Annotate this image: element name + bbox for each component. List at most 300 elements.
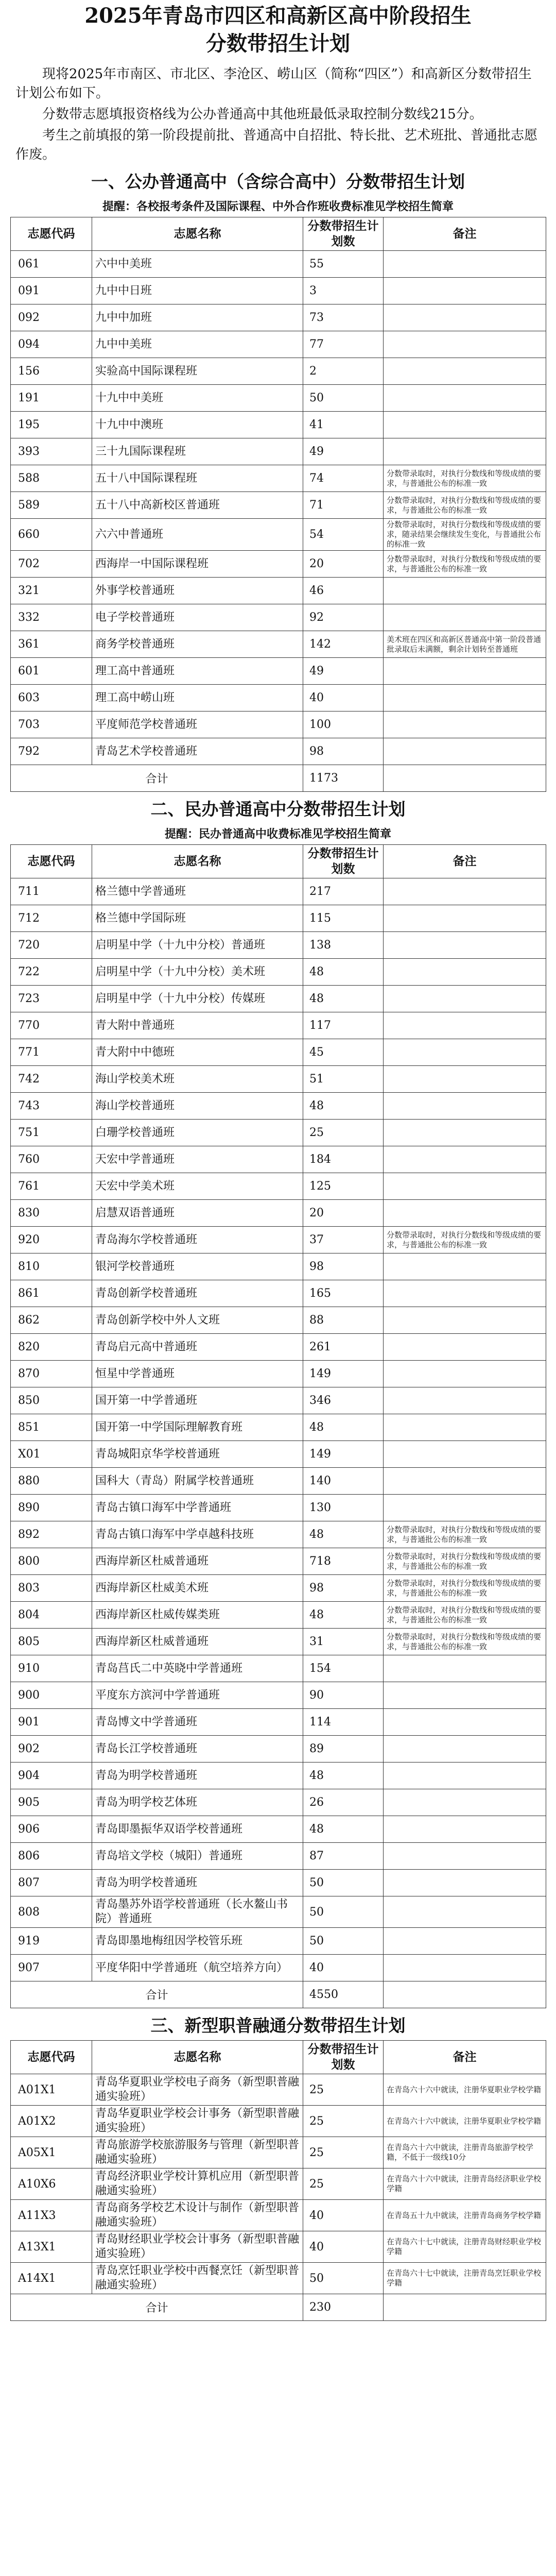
row-note	[384, 986, 546, 1012]
row-plan: 20	[303, 1200, 384, 1227]
table-row	[11, 1039, 546, 1066]
row-name: 国科大（青岛）附属学校普通班	[92, 1468, 303, 1495]
row-name: 格兰德中学普通班	[92, 878, 303, 905]
header-code: 志愿代码	[11, 217, 92, 251]
header-name: 志愿名称	[92, 845, 303, 878]
row-note: 在青岛五十九中就读，注册青岛商务学校学籍	[384, 2200, 546, 2231]
plan-table	[10, 2040, 546, 2321]
plan-table	[10, 844, 546, 2008]
table-row	[11, 1655, 546, 1682]
row-note: 分数带录取时，对执行分数线和等级成绩的要求，与普通批公布的标准一致	[384, 465, 546, 492]
row-name: 青岛商务学校艺术设计与制作（新型职普融通实验班）	[92, 2200, 303, 2231]
total-row	[11, 765, 546, 792]
row-name: 五十八中高新校区普通班	[92, 492, 303, 519]
row-plan: 25	[303, 1120, 384, 1146]
total-label: 合计	[11, 2294, 303, 2321]
table-row	[11, 631, 546, 658]
row-note	[384, 385, 546, 412]
row-plan: 49	[303, 438, 384, 465]
row-note	[384, 1173, 546, 1200]
row-name: 青岛长江学校普通班	[92, 1736, 303, 1762]
row-name: 青岛莒氏二中英晓中学普通班	[92, 1655, 303, 1682]
row-name: 国开第一中学国际理解教育班	[92, 1414, 303, 1441]
row-plan: 154	[303, 1655, 384, 1682]
row-name: 青岛启元高中普通班	[92, 1334, 303, 1361]
total-note	[384, 2294, 546, 2321]
row-note	[384, 438, 546, 465]
plan-table	[10, 217, 546, 792]
table-row	[11, 1521, 546, 1548]
row-plan: 50	[303, 385, 384, 412]
table-row	[11, 1093, 546, 1120]
table-row	[11, 1227, 546, 1253]
row-note	[384, 1334, 546, 1361]
row-code: A05X1	[11, 2137, 92, 2168]
plan-section	[10, 2011, 546, 2321]
row-note	[384, 358, 546, 385]
row-plan: 48	[303, 986, 384, 1012]
header-name: 志愿名称	[92, 2041, 303, 2074]
row-plan: 346	[303, 1387, 384, 1414]
row-name: 九中中美班	[92, 331, 303, 358]
row-name: 恒星中学普通班	[92, 1361, 303, 1387]
table-row	[11, 1012, 546, 1039]
row-code: 723	[11, 986, 92, 1012]
row-plan: 25	[303, 2137, 384, 2168]
section-title: 二、民办普通高中分数带招生计划	[150, 799, 406, 819]
row-name: 启明星中学（十九中分校）普通班	[92, 932, 303, 959]
row-plan: 117	[303, 1012, 384, 1039]
row-name: 青岛即墨地梅纽因学校管乐班	[92, 1928, 303, 1955]
row-name: 九中中日班	[92, 278, 303, 304]
row-plan: 149	[303, 1361, 384, 1387]
row-code: 761	[11, 1173, 92, 1200]
plan-section	[10, 167, 546, 792]
row-note	[384, 1093, 546, 1120]
row-plan: 46	[303, 578, 384, 604]
table-row	[11, 331, 546, 358]
row-code: 920	[11, 1227, 92, 1253]
row-code: 807	[11, 1870, 92, 1896]
row-code: 904	[11, 1762, 92, 1789]
row-note	[384, 604, 546, 631]
table-row	[11, 1762, 546, 1789]
table-row	[11, 1928, 546, 1955]
row-note	[384, 1762, 546, 1789]
row-code: 702	[11, 551, 92, 578]
row-code: 712	[11, 905, 92, 932]
row-name: 西海岸新区杜威美术班	[92, 1575, 303, 1602]
row-note: 分数带录取时，对执行分数线和等级成绩的要求，与普通批公布的标准一致	[384, 1575, 546, 1602]
row-note	[384, 905, 546, 932]
row-code: 588	[11, 465, 92, 492]
row-code: 803	[11, 1575, 92, 1602]
table-row	[11, 465, 546, 492]
title-line-2: 分数带招生计划	[206, 31, 350, 56]
row-code: 743	[11, 1093, 92, 1120]
title-line-1: 2025年青岛市四区和高新区高中阶段招生	[84, 4, 472, 28]
table-row	[11, 1253, 546, 1280]
row-plan: 142	[303, 631, 384, 658]
row-name: 青岛城阳京华学校普通班	[92, 1441, 303, 1468]
row-code: X01	[11, 1441, 92, 1468]
row-name: 海山学校美术班	[92, 1066, 303, 1093]
table-row	[11, 905, 546, 932]
row-note: 分数带录取时，对执行分数线和等级成绩的要求，与普通批公布的标准一致	[384, 1602, 546, 1629]
row-note: 分数带录取时，对执行分数线和等级成绩的要求，与普通批公布的标准一致	[384, 492, 546, 519]
row-note	[384, 1655, 546, 1682]
row-code: A13X1	[11, 2231, 92, 2263]
row-plan: 40	[303, 1955, 384, 1981]
header-code: 志愿代码	[11, 845, 92, 878]
row-name: 理工高中崂山班	[92, 685, 303, 711]
row-note: 分数带录取时，对执行分数线和等级成绩的要求，与普通批公布的标准一致	[384, 551, 546, 578]
row-plan: 48	[303, 959, 384, 986]
row-code: A10X6	[11, 2168, 92, 2200]
row-plan: 87	[303, 1843, 384, 1870]
row-plan: 48	[303, 1602, 384, 1629]
row-code: 861	[11, 1280, 92, 1307]
row-note	[384, 1736, 546, 1762]
row-name: 青岛创新学校中外人文班	[92, 1307, 303, 1334]
table-row	[11, 604, 546, 631]
row-name: 外事学校普通班	[92, 578, 303, 604]
table-row	[11, 1495, 546, 1521]
header-note: 备注	[384, 217, 546, 251]
table-row	[11, 251, 546, 278]
row-note	[384, 1200, 546, 1227]
row-code: 195	[11, 412, 92, 438]
row-code: 919	[11, 1928, 92, 1955]
table-row	[11, 1629, 546, 1655]
row-name: 青大附中中德班	[92, 1039, 303, 1066]
row-code: 906	[11, 1816, 92, 1843]
row-plan: 125	[303, 1173, 384, 1200]
row-note	[384, 1387, 546, 1414]
row-note: 在青岛六十七中就读，注册青岛财经职业学校学籍	[384, 2231, 546, 2263]
row-code: 830	[11, 1200, 92, 1227]
row-plan: 54	[303, 519, 384, 551]
row-note: 美术班在四区和高新区普通高中第一阶段普通批录取后未满额，剩余计划转至普通班	[384, 631, 546, 658]
row-plan: 71	[303, 492, 384, 519]
intro-text	[10, 58, 546, 164]
row-code: 805	[11, 1629, 92, 1655]
row-note	[384, 331, 546, 358]
row-code: 722	[11, 959, 92, 986]
row-name: 启明星中学（十九中分校）传媒班	[92, 986, 303, 1012]
row-code: 332	[11, 604, 92, 631]
row-name: 十九中中美班	[92, 385, 303, 412]
row-note	[384, 304, 546, 331]
row-plan: 25	[303, 2074, 384, 2106]
row-code: 703	[11, 711, 92, 738]
row-note	[384, 1253, 546, 1280]
table-row	[11, 2074, 546, 2106]
table-row	[11, 1307, 546, 1334]
row-code: 890	[11, 1495, 92, 1521]
row-code: 880	[11, 1468, 92, 1495]
section-tip: 提醒：各校报考条件及国际课程、中外合作班收费标准见学校招生简章	[102, 200, 454, 213]
row-plan: 217	[303, 878, 384, 905]
row-name: 青岛华夏职业学校电子商务（新型职普融通实验班）	[92, 2074, 303, 2106]
row-code: 862	[11, 1307, 92, 1334]
row-note: 分数带录取时，对执行分数线和等级成绩的要求，与普通批公布的标准一致	[384, 1548, 546, 1575]
table-header-row	[11, 217, 546, 251]
row-plan: 98	[303, 738, 384, 765]
row-note: 分数带录取时，对执行分数线和等级成绩的要求，与普通批公布的标准一致	[384, 1629, 546, 1655]
row-name: 青岛经济职业学校计算机应用（新型职普融通实验班）	[92, 2168, 303, 2200]
table-row	[11, 986, 546, 1012]
header-plan: 分数带招生计划数	[303, 845, 384, 878]
row-plan: 55	[303, 251, 384, 278]
total-label: 合计	[11, 1981, 303, 2008]
table-row	[11, 2231, 546, 2263]
row-note	[384, 1789, 546, 1816]
row-note	[384, 1843, 546, 1870]
table-row	[11, 1334, 546, 1361]
table-row	[11, 1602, 546, 1629]
table-row	[11, 1441, 546, 1468]
row-name: 理工高中普通班	[92, 658, 303, 685]
row-name: 天宏中学普通班	[92, 1146, 303, 1173]
row-code: 800	[11, 1548, 92, 1575]
row-note: 分数带录取时，对执行分数线和等级成绩的要求，与普通批公布的标准一致	[384, 1227, 546, 1253]
row-code: 711	[11, 878, 92, 905]
table-row	[11, 932, 546, 959]
row-name: 青岛旅游学校旅游服务与管理（新型职普融通实验班）	[92, 2137, 303, 2168]
row-name: 青岛博文中学普通班	[92, 1709, 303, 1736]
table-header-row	[11, 845, 546, 878]
row-name: 启明星中学（十九中分校）美术班	[92, 959, 303, 986]
table-row	[11, 1955, 546, 1981]
row-name: 白珊学校普通班	[92, 1120, 303, 1146]
row-plan: 98	[303, 1253, 384, 1280]
row-code: A11X3	[11, 2200, 92, 2231]
row-code: 820	[11, 1334, 92, 1361]
row-note	[384, 1955, 546, 1981]
table-row	[11, 1736, 546, 1762]
row-plan: 92	[303, 604, 384, 631]
table-row	[11, 1682, 546, 1709]
row-plan: 26	[303, 1789, 384, 1816]
table-row	[11, 304, 546, 331]
table-row	[11, 2106, 546, 2137]
row-name: 格兰德中学国际班	[92, 905, 303, 932]
row-code: 808	[11, 1896, 92, 1928]
table-row	[11, 1120, 546, 1146]
table-row	[11, 2137, 546, 2168]
section-tip: 提醒：民办普通高中收费标准见学校招生简章	[164, 827, 391, 841]
row-plan: 25	[303, 2168, 384, 2200]
header-code: 志愿代码	[11, 2041, 92, 2074]
table-row	[11, 1896, 546, 1928]
row-note	[384, 1816, 546, 1843]
total-label: 合计	[11, 765, 303, 792]
row-code: 810	[11, 1253, 92, 1280]
row-code: 760	[11, 1146, 92, 1173]
row-name: 青岛海尔学校普通班	[92, 1227, 303, 1253]
row-note	[384, 1709, 546, 1736]
row-note	[384, 1441, 546, 1468]
row-code: 601	[11, 658, 92, 685]
row-plan: 48	[303, 1093, 384, 1120]
row-note: 分数带录取时，对执行分数线和等级成绩的要求，与普通批公布的标准一致	[384, 1521, 546, 1548]
row-plan: 50	[303, 1870, 384, 1896]
total-note	[384, 765, 546, 792]
section-title: 三、新型职普融通分数带招生计划	[150, 2015, 406, 2036]
row-plan: 115	[303, 905, 384, 932]
row-plan: 41	[303, 412, 384, 438]
row-plan: 114	[303, 1709, 384, 1736]
row-plan: 48	[303, 1816, 384, 1843]
row-note	[384, 1414, 546, 1441]
row-code: 806	[11, 1843, 92, 1870]
table-row	[11, 1066, 546, 1093]
table-row	[11, 1843, 546, 1870]
row-note	[384, 1682, 546, 1709]
row-note	[384, 1307, 546, 1334]
row-note	[384, 685, 546, 711]
row-plan: 100	[303, 711, 384, 738]
row-note	[384, 878, 546, 905]
row-plan: 184	[303, 1146, 384, 1173]
header-plan: 分数带招生计划数	[303, 217, 384, 251]
row-code: 901	[11, 1709, 92, 1736]
table-row	[11, 1173, 546, 1200]
row-code: 091	[11, 278, 92, 304]
row-code: 792	[11, 738, 92, 765]
row-plan: 51	[303, 1066, 384, 1093]
row-note	[384, 1468, 546, 1495]
row-code: 061	[11, 251, 92, 278]
row-code: A14X1	[11, 2263, 92, 2294]
row-note	[384, 1928, 546, 1955]
row-code: 720	[11, 932, 92, 959]
row-plan: 74	[303, 465, 384, 492]
row-code: 393	[11, 438, 92, 465]
row-plan: 98	[303, 1575, 384, 1602]
row-code: 902	[11, 1736, 92, 1762]
row-name: 青岛培文学校（城阳）普通班	[92, 1843, 303, 1870]
row-name: 平度东方滨河中学普通班	[92, 1682, 303, 1709]
table-row	[11, 1789, 546, 1816]
row-name: 电子学校普通班	[92, 604, 303, 631]
row-plan: 40	[303, 685, 384, 711]
table-row	[11, 658, 546, 685]
header-note: 备注	[384, 2041, 546, 2074]
row-name: 青岛古镇口海军中学卓越科技班	[92, 1521, 303, 1548]
row-name: 三十九国际课程班	[92, 438, 303, 465]
header-note: 备注	[384, 845, 546, 878]
table-row	[11, 711, 546, 738]
row-plan: 3	[303, 278, 384, 304]
table-row	[11, 1816, 546, 1843]
table-row	[11, 551, 546, 578]
header-name: 志愿名称	[92, 217, 303, 251]
table-row	[11, 878, 546, 905]
row-name: 平度华阳中学普通班（航空培养方向）	[92, 1955, 303, 1981]
row-name: 九中中加班	[92, 304, 303, 331]
row-plan: 48	[303, 1521, 384, 1548]
row-plan: 261	[303, 1334, 384, 1361]
total-value: 1173	[303, 765, 384, 792]
intro-paragraph: 考生之前填报的第一阶段提前批、普通高中自招批、特长批、艺术班批、普通批志愿作废。	[15, 128, 538, 162]
row-name: 青岛艺术学校普通班	[92, 738, 303, 765]
row-plan: 149	[303, 1441, 384, 1468]
row-name: 海山学校普通班	[92, 1093, 303, 1120]
section-title: 一、公办普通高中（含综合高中）分数带招生计划	[91, 172, 465, 192]
table-header-row	[11, 2041, 546, 2074]
table-row	[11, 2168, 546, 2200]
table-row	[11, 1414, 546, 1441]
row-name: 商务学校普通班	[92, 631, 303, 658]
row-name: 青岛为明学校普通班	[92, 1870, 303, 1896]
row-note	[384, 578, 546, 604]
row-name: 六六中普通班	[92, 519, 303, 551]
row-plan: 50	[303, 1928, 384, 1955]
row-note	[384, 1012, 546, 1039]
row-name: 青岛墨苏外语学校普通班（长水鳌山书院）普通班	[92, 1896, 303, 1928]
row-note	[384, 711, 546, 738]
row-plan: 49	[303, 658, 384, 685]
row-code: 092	[11, 304, 92, 331]
row-code: A01X1	[11, 2074, 92, 2106]
table-row	[11, 492, 546, 519]
row-note: 在青岛六十六中就读，注册华夏职业学校学籍	[384, 2106, 546, 2137]
total-note	[384, 1981, 546, 2008]
table-row	[11, 412, 546, 438]
row-note	[384, 1495, 546, 1521]
total-row	[11, 1981, 546, 2008]
row-name: 西海岸新区杜威普通班	[92, 1548, 303, 1575]
table-row	[11, 1200, 546, 1227]
row-name: 实验高中国际课程班	[92, 358, 303, 385]
row-plan: 48	[303, 1414, 384, 1441]
row-name: 青大附中普通班	[92, 1012, 303, 1039]
table-row	[11, 1548, 546, 1575]
row-note: 在青岛六十六中就读，注册青岛经济职业学校学籍	[384, 2168, 546, 2200]
row-note	[384, 1039, 546, 1066]
row-name: 西海岸一中国际课程班	[92, 551, 303, 578]
row-code: 804	[11, 1602, 92, 1629]
row-code: 771	[11, 1039, 92, 1066]
row-note	[384, 932, 546, 959]
row-code: 850	[11, 1387, 92, 1414]
table-row	[11, 738, 546, 765]
document-title	[10, 2, 546, 58]
row-code: 321	[11, 578, 92, 604]
total-value: 230	[303, 2294, 384, 2321]
row-code: 094	[11, 331, 92, 358]
row-note	[384, 959, 546, 986]
row-code: 191	[11, 385, 92, 412]
row-name: 六中中美班	[92, 251, 303, 278]
row-plan: 130	[303, 1495, 384, 1521]
row-plan: 20	[303, 551, 384, 578]
row-note: 在青岛六十七中就读，注册青岛烹饪职业学校学籍	[384, 2263, 546, 2294]
table-row	[11, 685, 546, 711]
row-name: 青岛为明学校艺体班	[92, 1789, 303, 1816]
table-row	[11, 2200, 546, 2231]
table-row	[11, 1387, 546, 1414]
row-plan: 73	[303, 304, 384, 331]
row-code: 910	[11, 1655, 92, 1682]
row-name: 天宏中学美术班	[92, 1173, 303, 1200]
row-name: 十九中中澳班	[92, 412, 303, 438]
row-name: 青岛创新学校普通班	[92, 1280, 303, 1307]
table-row	[11, 1146, 546, 1173]
row-code: 361	[11, 631, 92, 658]
